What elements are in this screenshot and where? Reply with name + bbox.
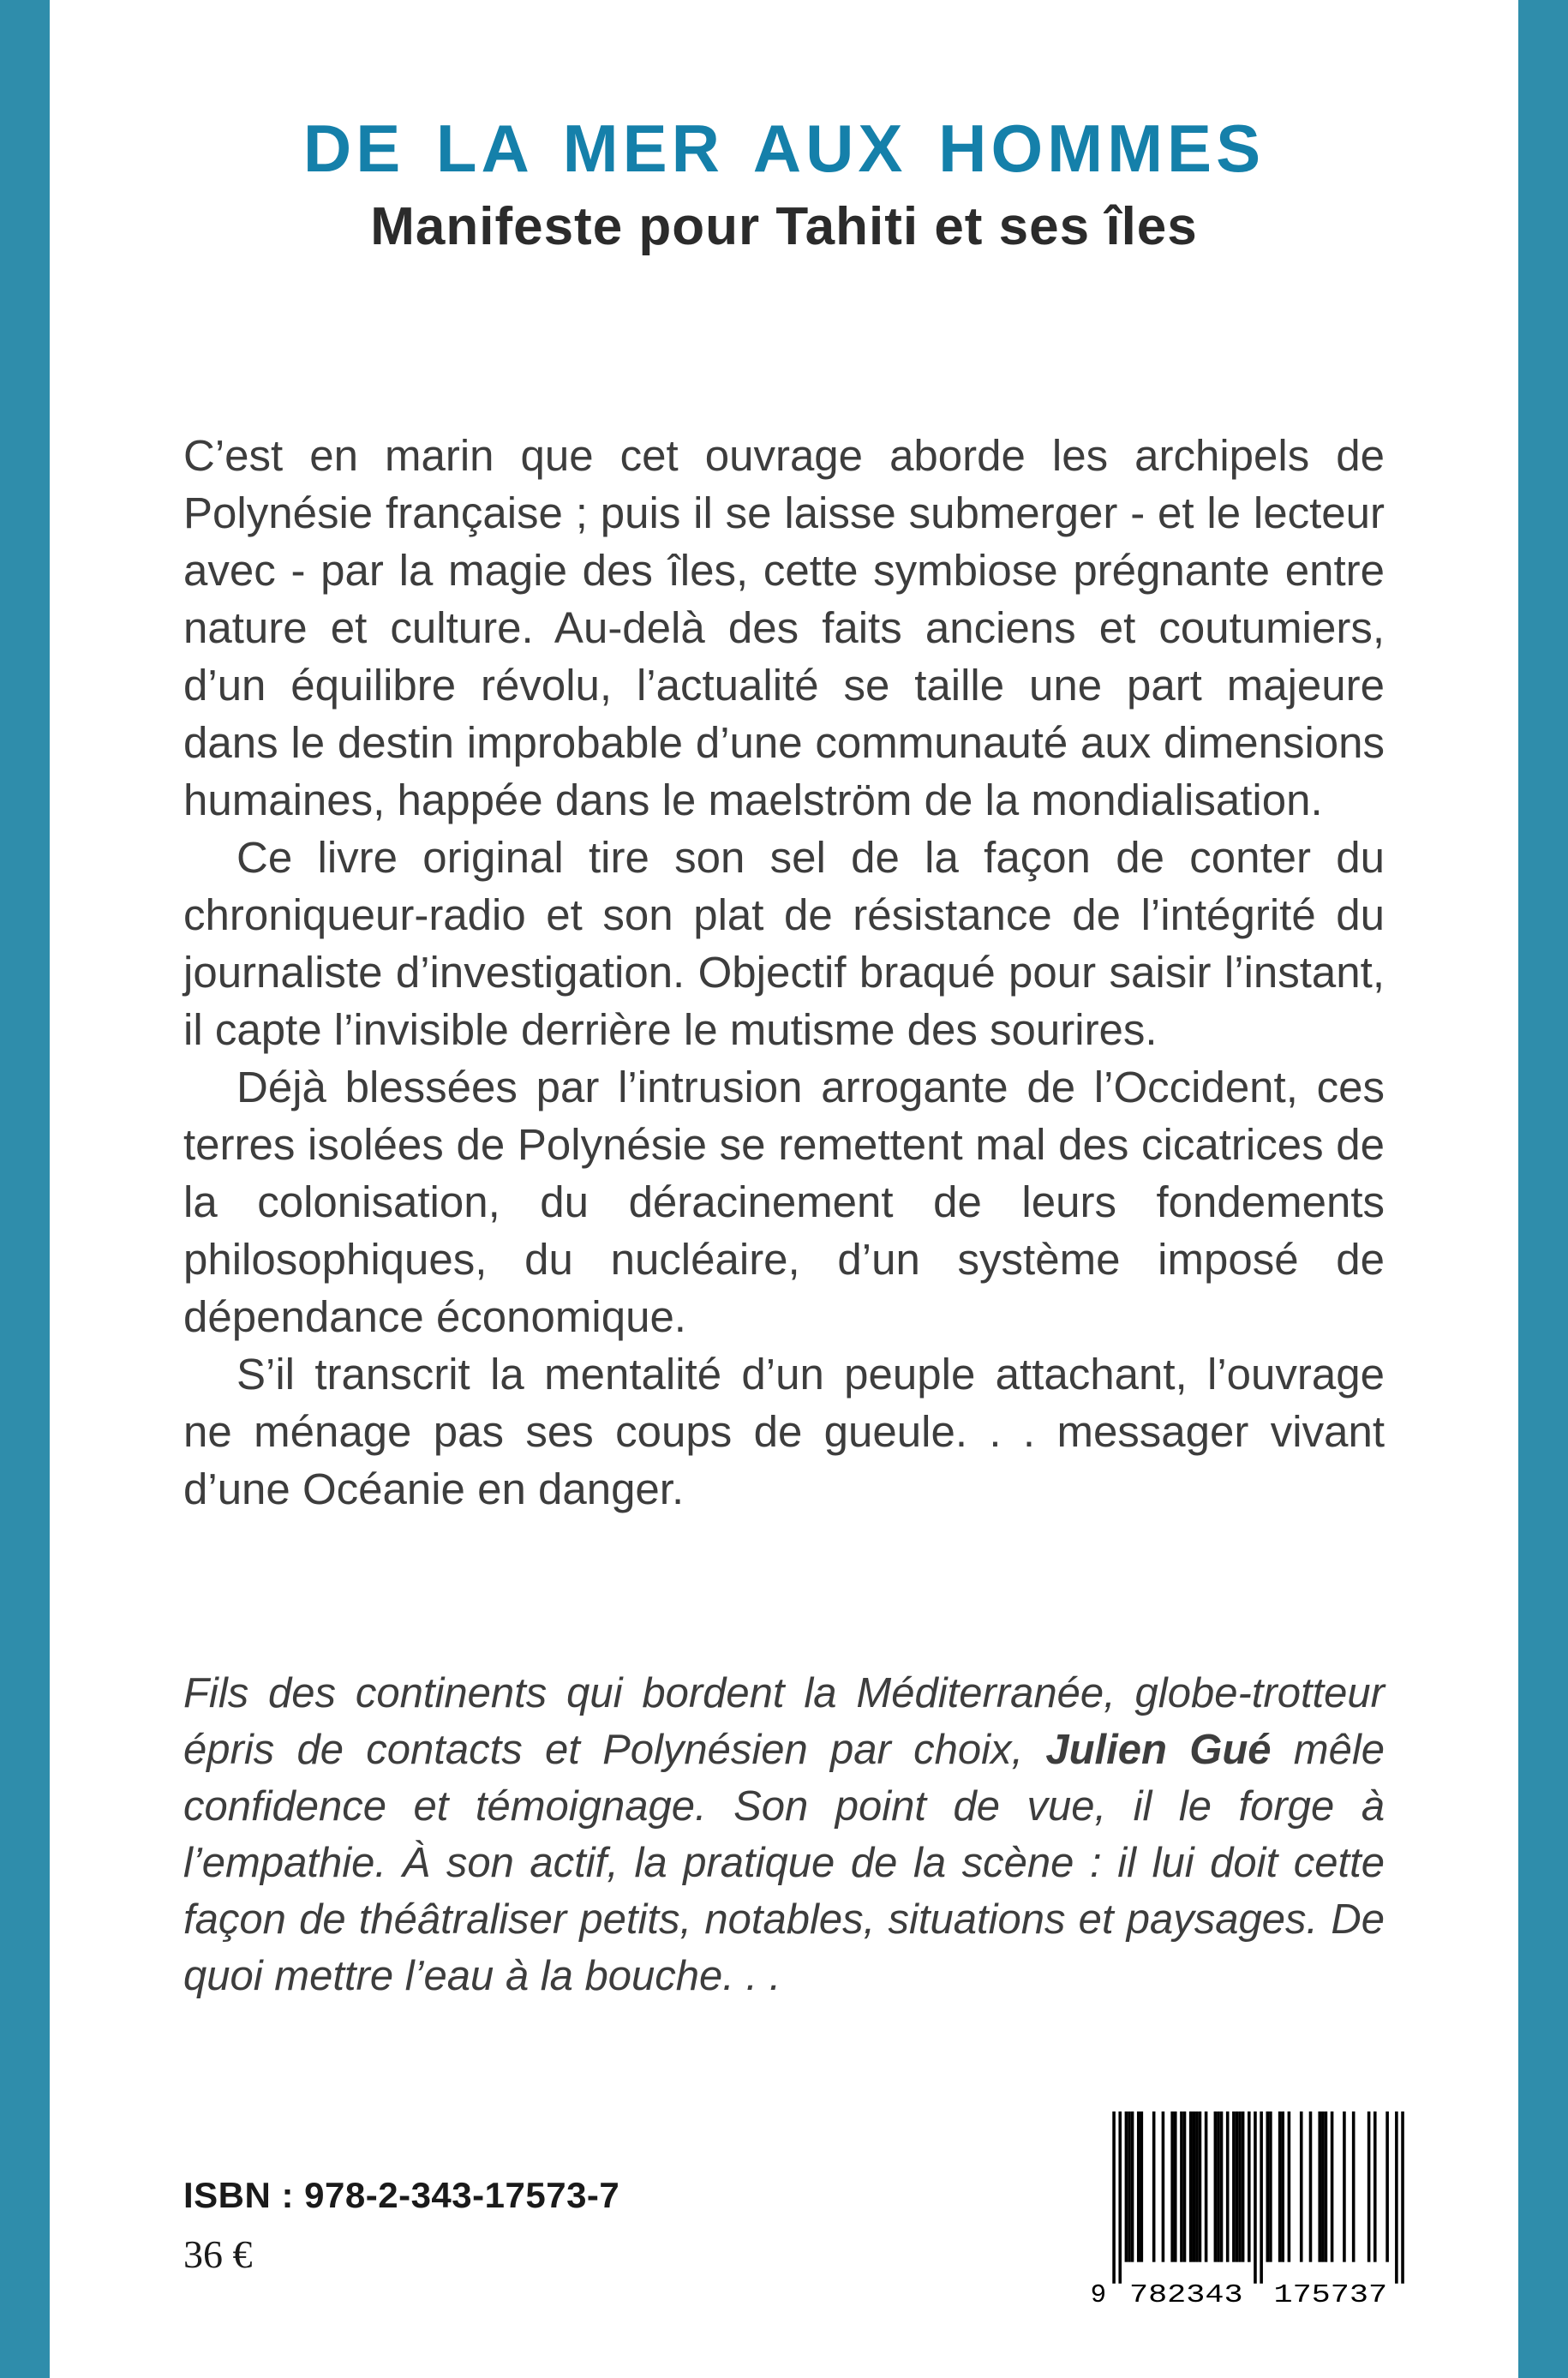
left-accent-strip — [0, 0, 50, 2378]
bio-text-after: mêle confidence et témoignage. Son point de vue, il le forge à l’empathie. À son actif, la pratique de la scène : il lui doit cette façon de théâtraliser petits, notables, situations et paysages. De quoi mettre l’eau à la bouche. . . — [183, 1727, 1385, 1999]
cover-content — [0, 110, 1568, 2004]
author-name: Julien Gué — [1045, 1727, 1272, 1773]
barcode-right-digits: 175737 — [1273, 2280, 1388, 2305]
synopsis-paragraph: S’il transcrit la mentalité d’un peuple attachant, l’ouvrage ne ménage pas ses coups de gueule. . . messager vivant d’une Océanie en danger. — [183, 1350, 1385, 1513]
synopsis-paragraph: C’est en marin que cet ouvrage aborde les archipels de Polynésie française ; puis il se laisse submerger - et le lecteur avec - par la magie des îles, cette symbiose prégnante entre nature et culture. Au-delà des faits anciens et coutumiers, d’un équilibre révolu, l’actualité se taille une part majeure dans le destin improbable d’une communauté aux dimensions humaines, happée dans le maelström de la mondialisation. — [183, 431, 1385, 824]
author-bio — [183, 1665, 1385, 2004]
synopsis-paragraph: Déjà blessées par l’intrusion arrogante de l’Occident, ces terres isolées de Polynésie se remettent mal des cicatrices de la colonisation, du déracinement de leurs fondements philosophiques, du nucléaire, d’un système imposé de dépendance économique. — [183, 1063, 1385, 1341]
barcode-svg — [1085, 2111, 1410, 2305]
barcode — [1078, 2106, 1417, 2310]
isbn-label: ISBN : 978-2-343-17573-7 — [183, 2175, 620, 2215]
book-title: DE LA MER AUX HOMMES — [302, 111, 1266, 186]
book-subtitle: Manifeste pour Tahiti et ses îles — [370, 197, 1198, 256]
bio-text-before: Fils des continents qui bordent la Méditerranée, globe-trotteur épris de contacts et Polynésien par choix, — [183, 1670, 1385, 1773]
synopsis-paragraph: Ce livre original tire son sel de la façon de conter du chroniqueur-radio et son plat de résistance de l’intégrité du journaliste d’investigation. Objectif braqué pour saisir l’instant, il capte l’invisible derrière le mutisme des sourires. — [183, 833, 1385, 1054]
right-accent-strip — [1518, 0, 1568, 2378]
barcode-prefix-digit: 9 — [1090, 2280, 1107, 2305]
barcode-bars — [1112, 2111, 1404, 2284]
price-label: 36 € — [183, 2232, 253, 2276]
barcode-left-digits: 782343 — [1128, 2280, 1243, 2305]
synopsis — [183, 427, 1385, 1518]
